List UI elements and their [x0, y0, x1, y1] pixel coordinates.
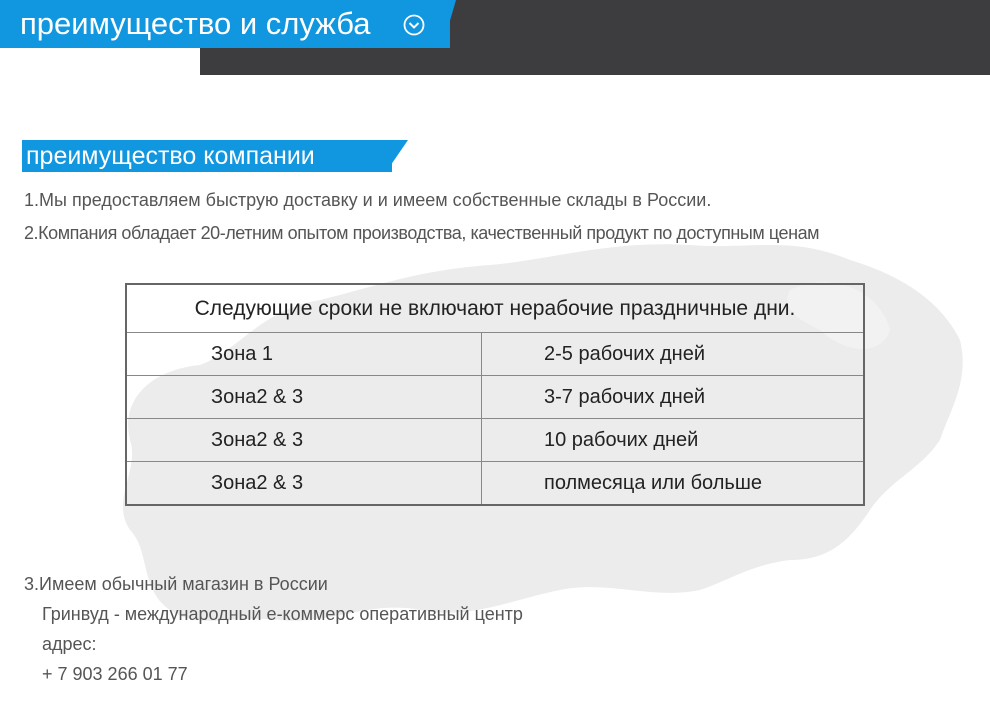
days-cell: 2-5 рабочих дней	[482, 333, 865, 376]
table-header-row	[126, 284, 864, 333]
zone-cell: Зона2 & 3	[126, 419, 482, 462]
top-banner-edge	[442, 0, 456, 48]
chevron-down-circle-icon	[403, 14, 425, 36]
days-cell: 10 рабочих дней	[482, 419, 865, 462]
store-line-1: 3.Имеем обычный магазин в России	[24, 574, 328, 594]
section-header-edge	[386, 140, 408, 172]
zone-cell: Зона2 & 3	[126, 462, 482, 506]
table-row	[126, 462, 864, 506]
advantage-point-1: 1.Мы предоставляем быструю доставку и и имеем собственные склады в России.	[24, 190, 712, 210]
table-row	[126, 333, 864, 376]
store-address-label: адрес:	[42, 634, 97, 654]
store-phone: + 7 903 266 01 77	[42, 664, 188, 684]
advantage-point-2: 2.Компания обладает 20-летним опытом производства, качественный продукт по доступным ценам	[24, 223, 820, 243]
banner-title: преимущество и служба	[20, 6, 371, 41]
table-row	[126, 376, 864, 419]
days-cell: 3-7 рабочих дней	[482, 376, 865, 419]
zone-cell: Зона2 & 3	[126, 376, 482, 419]
days-cell: полмесяца или больше	[482, 462, 865, 506]
section-title: преимущество компании	[26, 142, 315, 170]
table-header: Следующие сроки не включают нерабочие праздничные дни.	[126, 284, 864, 333]
store-line-2: Гринвуд - международный е-коммерс оперативный центр	[42, 604, 523, 624]
delivery-terms-table	[125, 283, 865, 506]
table-row	[126, 419, 864, 462]
zone-cell: Зона 1	[126, 333, 482, 376]
